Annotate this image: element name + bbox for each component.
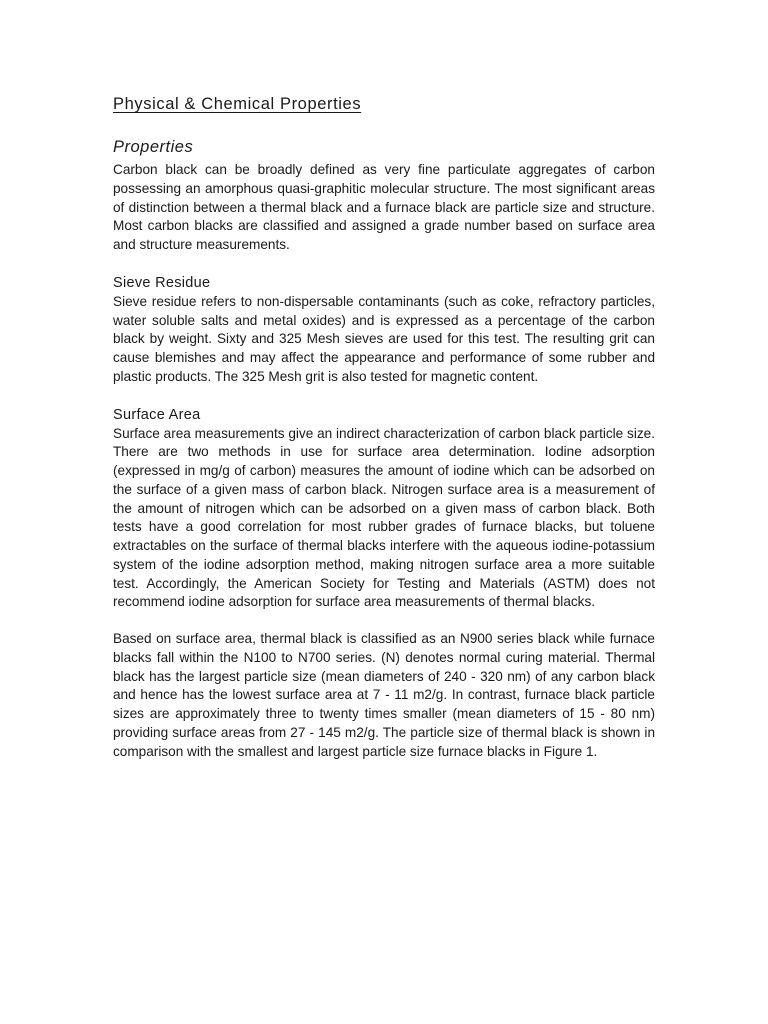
section-paragraph: Surface area measurements give an indirect characterization of carbon black particle size. There are two methods in use for surface area determination. Iodine adsorption (expressed in mg/g of carbon) measures the amount of iodine which can be adsorbed on the surface of a given mass of carbon black. Nitrogen surface area is a measurement of the amount of nitrogen which can be adsorbed on a given mass of carbon black. Both tests have a good correlation for most rubber grades of furnace blacks, but toluene extractables on the surface of thermal blacks interfere with the aqueous iodine-potassium system of the iodine adsorption method, making nitrogen surface area a more suitable test. Accordingly, the American Society for Testing and Materials (ASTM) does not recommend iodine adsorption for surface area measurements of thermal blacks. <box>113 425 655 610</box>
section-heading: Sieve Residue <box>113 274 211 291</box>
document-page <box>113 92 655 761</box>
section-sieve-residue <box>113 273 655 387</box>
document-title: Physical & Chemical Properties <box>113 95 362 113</box>
properties-subtitle: Properties <box>113 138 194 156</box>
section-surface-area <box>113 405 655 762</box>
section-paragraph: Sieve residue refers to non-dispersable contaminants (such as coke, refractory particles, water soluble salts and metal oxides) and is expressed as a percentage of the carbon black by weight. Sixty and 325 Mesh sieves are used for this test. The resulting grit can cause blemishes and may affect the appearance and performance of some rubber and plastic products. The 325 Mesh grit is also tested for magnetic content. <box>113 293 655 384</box>
section-heading: Surface Area <box>113 406 201 423</box>
intro-paragraph: Carbon black can be broadly defined as very fine particulate aggregates of carbon possessing an amorphous quasi-graphitic molecular structure. The most significant areas of distinction between a thermal black and a furnace black are particle size and structure. Most carbon blacks are classified and assigned a grade number based on surface area and structure measurements. <box>113 162 655 252</box>
section-paragraph: Based on surface area, thermal black is classified as an N900 series black while furnace blacks fall within the N100 to N700 series. (N) denotes normal curing material. Thermal black has the largest particle size (mean diameters of 240 - 320 nm) of any carbon black and hence has the lowest surface area at 7 - 11 m2/g. In contrast, furnace black particle sizes are approximately three to twenty times smaller (mean diameters of 15 - 80 nm) providing surface areas from 27 - 145 m2/g. The particle size of thermal black is shown in comparison with the smallest and largest particle size furnace blacks in Figure 1. <box>113 631 655 759</box>
